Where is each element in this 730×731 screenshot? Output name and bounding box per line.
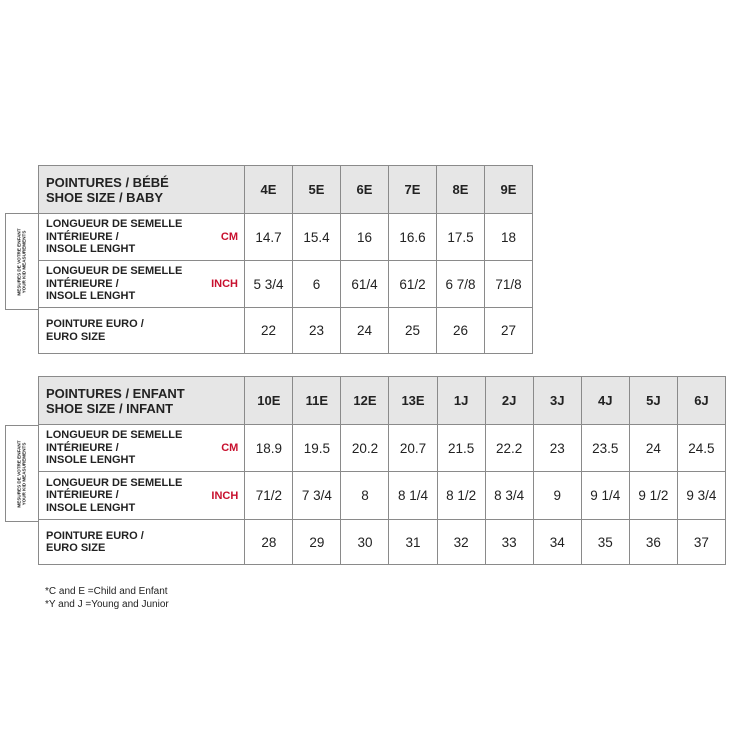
table-cell: 9 3/4	[677, 472, 725, 520]
baby-size-header: 4E	[245, 166, 293, 214]
table-cell: 15.4	[293, 214, 341, 261]
table-cell: 9 1/2	[629, 472, 677, 520]
row-label-euro-size: POINTURE EURO / EURO SIZE	[39, 520, 245, 565]
table-cell: 32	[437, 520, 485, 565]
side-label-baby	[5, 213, 38, 310]
table-cell: 35	[581, 520, 629, 565]
side-label-baby-text: MESURES DE VOTRE ENFANT YOUR KID MEASUREMENTS	[16, 227, 27, 296]
table-cell: 18.9	[245, 425, 293, 472]
table-cell: 36	[629, 520, 677, 565]
table-cell: 22.2	[485, 425, 533, 472]
table-cell: 34	[533, 520, 581, 565]
footnote: *Y and J =Young and Junior	[45, 598, 169, 610]
row-label-insole-inch: LONGUEUR DE SEMELLE INTÉRIEURE / INSOLE LENGHT INCH	[39, 472, 245, 520]
table-cell: 28	[245, 520, 293, 565]
infant-size-header: 10E	[245, 377, 293, 425]
infant-size-header: 5J	[629, 377, 677, 425]
table-cell: 7 3/4	[293, 472, 341, 520]
side-label-infant-text: MESURES DE VOTRE ENFANT YOUR KID MEASUREMENTS	[16, 439, 27, 508]
baby-size-header: 6E	[341, 166, 389, 214]
footnotes	[45, 586, 169, 611]
table-cell: 33	[485, 520, 533, 565]
table-row	[39, 214, 533, 261]
table-cell: 20.7	[389, 425, 437, 472]
side-label-infant	[5, 425, 38, 522]
infant-size-table	[38, 376, 726, 565]
table-cell: 23.5	[581, 425, 629, 472]
table-cell: 19.5	[293, 425, 341, 472]
unit-inch: INCH	[211, 489, 239, 502]
table-cell: 61/4	[341, 261, 389, 308]
table-cell: 27	[485, 308, 533, 354]
table-cell: 31	[389, 520, 437, 565]
table-cell: 14.7	[245, 214, 293, 261]
infant-size-header: 12E	[341, 377, 389, 425]
baby-size-table	[38, 165, 533, 354]
infant-size-header: 11E	[293, 377, 341, 425]
infant-table-title: POINTURES / ENFANT SHOE SIZE / INFANT	[39, 377, 245, 425]
table-cell: 6 7/8	[437, 261, 485, 308]
unit-cm: CM	[221, 441, 239, 454]
baby-size-header: 7E	[389, 166, 437, 214]
table-cell: 18	[485, 214, 533, 261]
row-label-insole-inch: LONGUEUR DE SEMELLE INTÉRIEURE / INSOLE LENGHT INCH	[39, 261, 245, 308]
table-cell: 37	[677, 520, 725, 565]
table-cell: 9	[533, 472, 581, 520]
table-row	[39, 425, 726, 472]
table-cell: 30	[341, 520, 389, 565]
table-cell: 71/8	[485, 261, 533, 308]
unit-inch: INCH	[211, 277, 238, 290]
infant-size-header: 2J	[485, 377, 533, 425]
table-cell: 16.6	[389, 214, 437, 261]
baby-size-header: 5E	[293, 166, 341, 214]
table-cell: 5 3/4	[245, 261, 293, 308]
row-label-insole-cm: LONGUEUR DE SEMELLE INTÉRIEURE / INSOLE LENGHT CM	[39, 425, 245, 472]
table-cell: 20.2	[341, 425, 389, 472]
table-cell: 26	[437, 308, 485, 354]
table-cell: 25	[389, 308, 437, 354]
baby-table-title: POINTURES / BÉBÉ SHOE SIZE / BABY	[39, 166, 245, 214]
infant-size-header: 6J	[677, 377, 725, 425]
table-cell: 6	[293, 261, 341, 308]
table-cell: 71/2	[245, 472, 293, 520]
table-cell: 23	[293, 308, 341, 354]
table-cell: 8	[341, 472, 389, 520]
baby-size-header: 9E	[485, 166, 533, 214]
baby-size-header: 8E	[437, 166, 485, 214]
table-cell: 24	[341, 308, 389, 354]
row-label-insole-cm: LONGUEUR DE SEMELLE INTÉRIEURE / INSOLE LENGHT CM	[39, 214, 245, 261]
table-row	[39, 520, 726, 565]
unit-cm: CM	[220, 230, 238, 243]
table-cell: 23	[533, 425, 581, 472]
table-cell: 22	[245, 308, 293, 354]
table-cell: 9 1/4	[581, 472, 629, 520]
table-cell: 8 3/4	[485, 472, 533, 520]
table-cell: 16	[341, 214, 389, 261]
table-row	[39, 308, 533, 354]
table-cell: 17.5	[437, 214, 485, 261]
table-cell: 24	[629, 425, 677, 472]
table-row	[39, 261, 533, 308]
table-cell: 8 1/2	[437, 472, 485, 520]
footnote: *C and E =Child and Enfant	[45, 586, 168, 597]
infant-size-header: 13E	[389, 377, 437, 425]
infant-size-header: 1J	[437, 377, 485, 425]
table-cell: 8 1/4	[389, 472, 437, 520]
table-cell: 21.5	[437, 425, 485, 472]
infant-size-header: 3J	[533, 377, 581, 425]
row-label-euro-size: POINTURE EURO / EURO SIZE	[39, 308, 245, 354]
infant-size-header: 4J	[581, 377, 629, 425]
table-cell: 61/2	[389, 261, 437, 308]
table-cell: 24.5	[677, 425, 725, 472]
table-cell: 29	[293, 520, 341, 565]
table-row	[39, 472, 726, 520]
